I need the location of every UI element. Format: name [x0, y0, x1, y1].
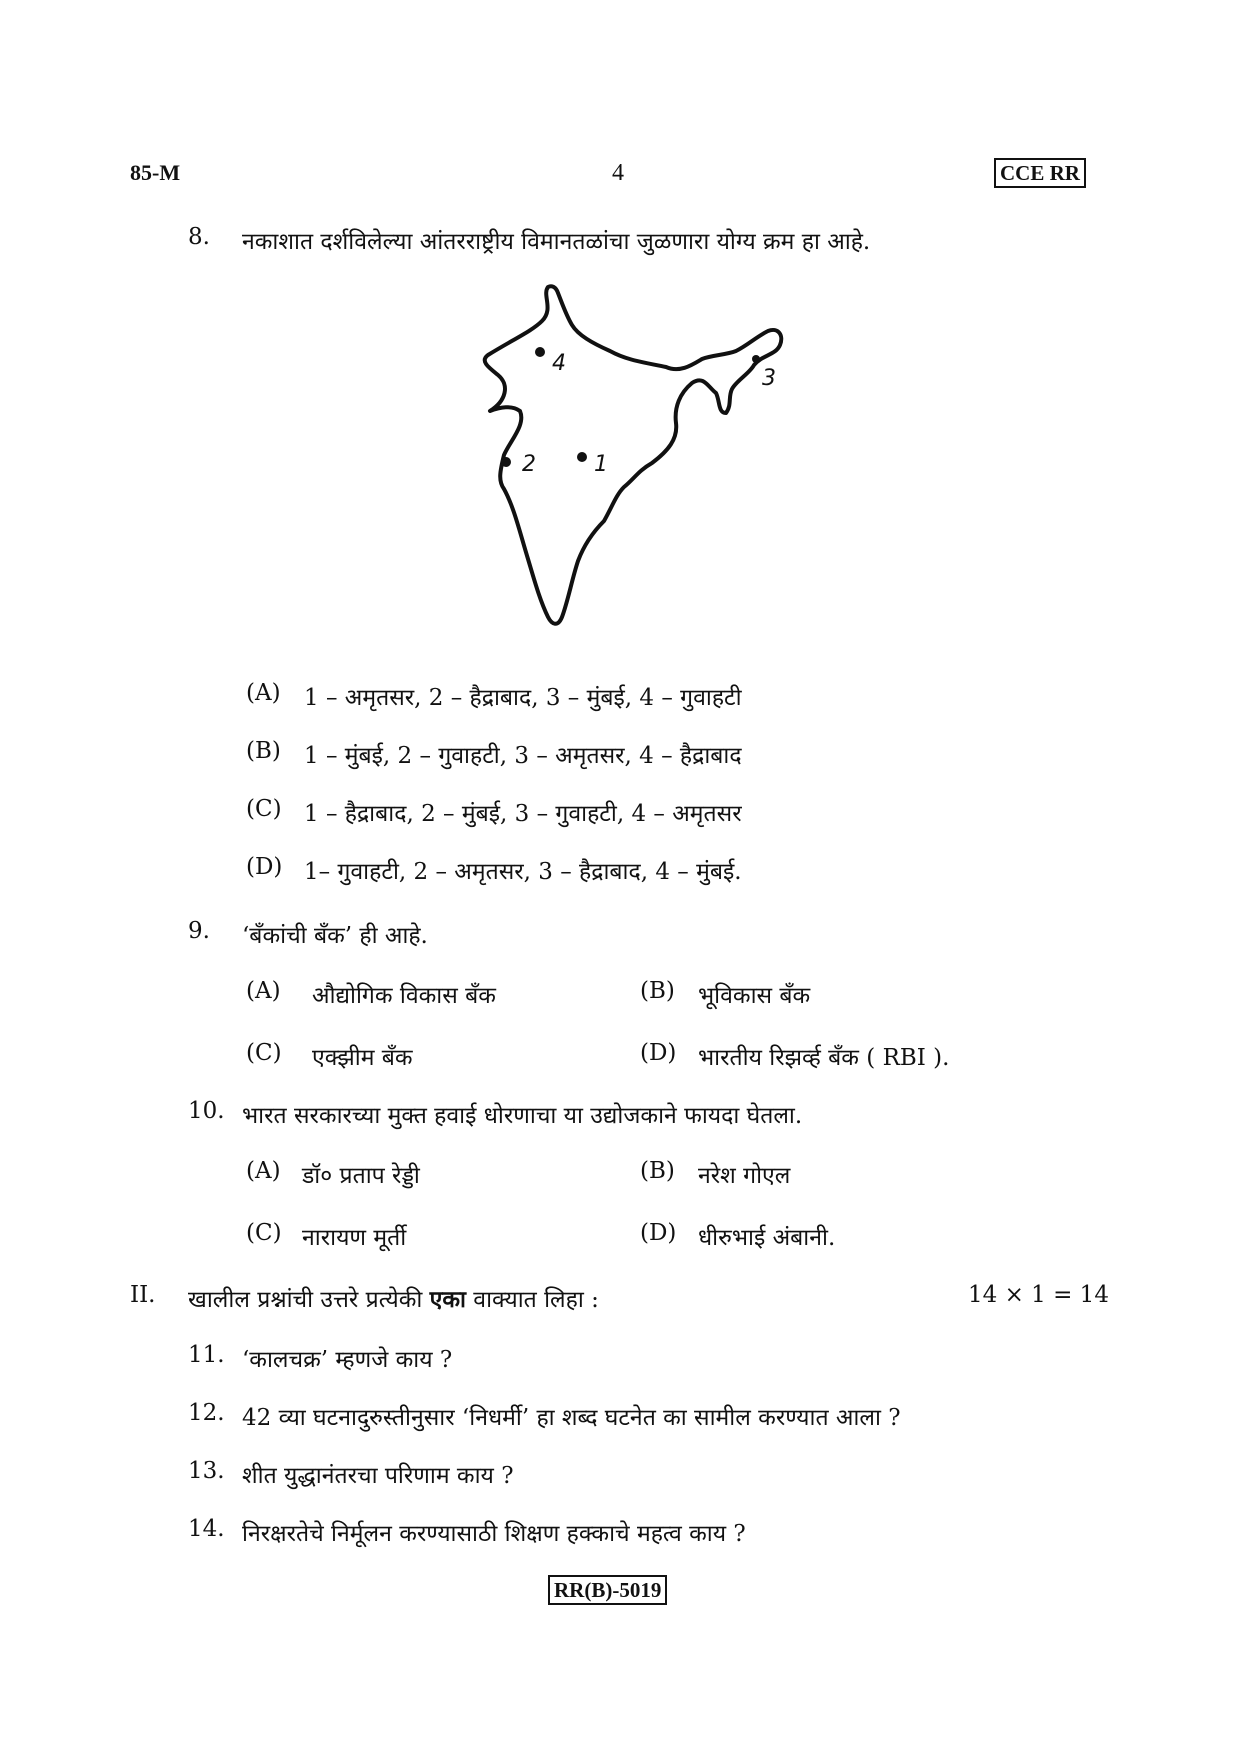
q8-option-b-text: 1 – मुंबई, 2 – गुवाहटी, 3 – अमृतसर, 4 – हैद्राबाद [304, 743, 742, 769]
q9-option-d-letter: (D) [640, 1040, 677, 1066]
section-ii-marks: 14 × 1 = 14 [968, 1282, 1109, 1308]
q9-option-c-letter: (C) [246, 1040, 282, 1066]
q10-option-a-text: डॉ० प्रताप रेड्डी [302, 1163, 420, 1189]
q9-option-a-letter: (A) [246, 978, 281, 1004]
q8-option-d-text: 1– गुवाहटी, 2 – अमृतसर, 3 – हैद्राबाद, 4 – मुंबई. [304, 859, 742, 885]
q11-number: 11. [188, 1342, 225, 1368]
map-point-4 [535, 347, 545, 357]
india-map [480, 275, 840, 650]
q10-option-b-letter: (B) [640, 1158, 675, 1184]
footer-code-box: RR(B)-5019 [548, 1575, 667, 1605]
q14-number: 14. [188, 1516, 225, 1542]
q13-text: शीत युद्धानंतरचा परिणाम काय ? [242, 1463, 514, 1489]
q8-option-a-letter: (A) [246, 680, 281, 706]
q9-option-c-text: एक्झीम बँक [312, 1045, 413, 1071]
map-point-1 [577, 452, 587, 462]
q10-option-a-letter: (A) [246, 1158, 281, 1184]
q10-text: भारत सरकारच्या मुक्त हवाई धोरणाचा या उद्योजकाने फायदा घेतला. [242, 1103, 803, 1129]
series-box: CCE RR [994, 158, 1086, 188]
paper-code: 85-M [130, 160, 181, 185]
map-point-3 [752, 355, 760, 363]
map-label-2: 2 [522, 452, 536, 477]
q8-option-a-text: 1 – अमृतसर, 2 – हैद्राबाद, 3 – मुंबई, 4 – गुवाहटी [304, 685, 742, 711]
q12-text: 42 व्या घटनादुरुस्तीनुसार ‘निधर्मी’ हा शब्द घटनेत का सामील करण्यात आला ? [242, 1405, 901, 1431]
section-ii-instruction-bold: एका [429, 1286, 466, 1313]
section-ii-numeral: II. [130, 1282, 156, 1308]
india-map-svg [480, 275, 840, 650]
q8-option-c-text: 1 – हैद्राबाद, 2 – मुंबई, 3 – गुवाहटी, 4 – अमृतसर [304, 801, 742, 827]
map-point-2 [501, 457, 511, 467]
q10-option-c-letter: (C) [246, 1220, 282, 1246]
q8-text: नकाशात दर्शविलेल्या आंतरराष्ट्रीय विमानतळांचा जुळणारा योग्य क्रम हा आहे. [242, 229, 871, 255]
map-label-4: 4 [552, 351, 566, 376]
q10-option-d-letter: (D) [640, 1220, 677, 1246]
q9-option-d-text: भारतीय रिझर्व्ह बँक ( RBI ). [698, 1045, 950, 1071]
q10-option-b-text: नरेश गोएल [698, 1163, 791, 1189]
q11-text: ‘कालचक्र’ म्हणजे काय ? [242, 1347, 453, 1373]
map-label-1: 1 [594, 452, 608, 477]
section-ii-instruction [188, 1282, 599, 1314]
q9-option-a-text: औद्योगिक विकास बँक [312, 983, 496, 1009]
q14-text: निरक्षरतेचे निर्मूलन करण्यासाठी शिक्षण हक्काचे महत्व काय ? [242, 1521, 746, 1547]
section-ii-instruction-before: खालील प्रश्नांची उत्तरे प्रत्येकी [188, 1287, 430, 1313]
map-label-3: 3 [762, 366, 776, 391]
q10-option-d-text: धीरुभाई अंबानी. [698, 1225, 836, 1251]
q10-number: 10. [188, 1098, 225, 1124]
q9-text: ‘बँकांची बँक’ ही आहे. [242, 923, 428, 949]
q8-number: 8. [188, 224, 210, 250]
page-number: 4 [612, 160, 624, 186]
q8-option-c-letter: (C) [246, 796, 282, 822]
section-ii-instruction-after: वाक्यात लिहा : [466, 1287, 599, 1313]
q9-option-b-letter: (B) [640, 978, 675, 1004]
q13-number: 13. [188, 1458, 225, 1484]
q9-number: 9. [188, 918, 210, 944]
q8-option-d-letter: (D) [246, 854, 283, 880]
q8-option-b-letter: (B) [246, 738, 281, 764]
q10-option-c-text: नारायण मूर्ती [302, 1225, 407, 1251]
q9-option-b-text: भूविकास बँक [698, 983, 811, 1009]
q12-number: 12. [188, 1400, 225, 1426]
